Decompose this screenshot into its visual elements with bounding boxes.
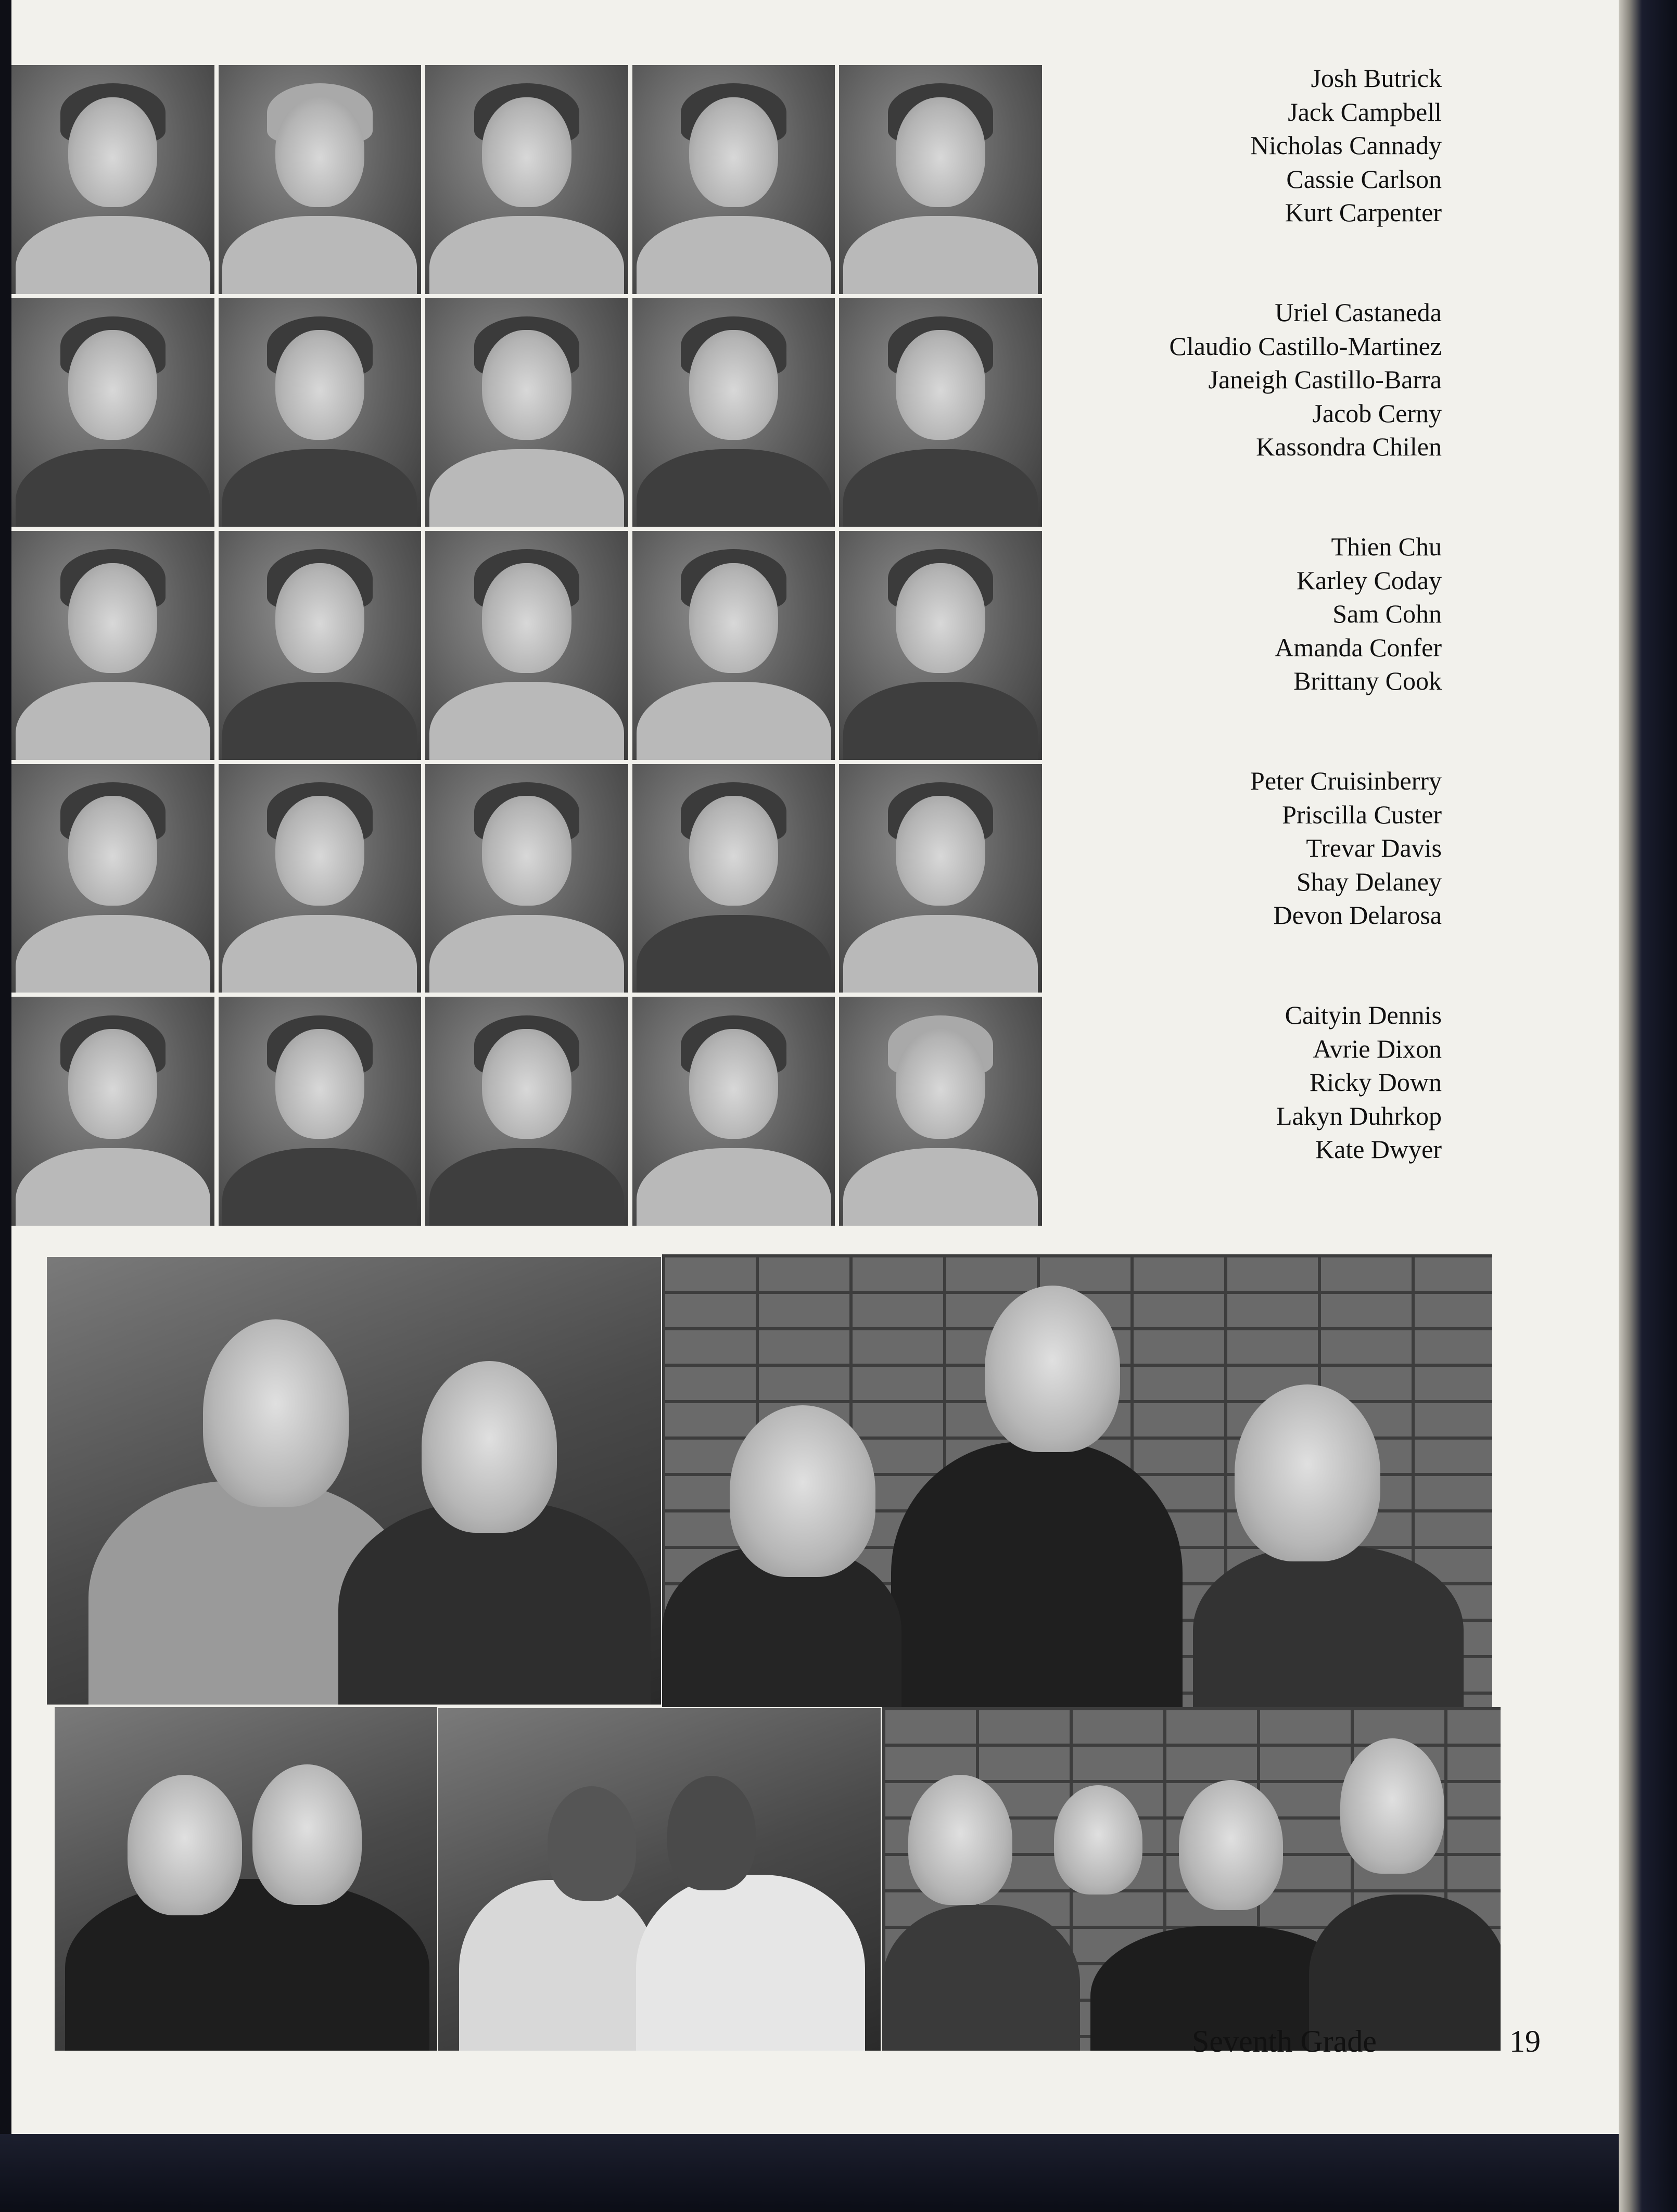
candid-photo-two-friends: [438, 1708, 881, 2051]
portrait-photo: [11, 997, 214, 1226]
student-name: Kassondra Chilen: [1256, 432, 1442, 461]
candid-photo-hugging-girls: [55, 1707, 437, 2051]
student-name: Peter Cruisinberry: [1250, 766, 1442, 795]
portrait-photo: [425, 997, 628, 1226]
student-name: Josh Butrick: [1311, 63, 1442, 93]
portrait-photo: [11, 764, 214, 993]
portrait-grid: [11, 65, 1042, 1226]
student-name: Jacob Cerny: [1312, 398, 1442, 428]
page-number: 19: [1509, 2024, 1541, 2058]
student-name: Nicholas Cannady: [1250, 131, 1442, 160]
candid-photo-group-of-boys: [882, 1707, 1501, 2051]
student-name: Priscilla Custer: [1282, 799, 1442, 829]
student-name: Claudio Castillo-Martinez: [1169, 331, 1442, 361]
student-name: Kate Dwyer: [1315, 1135, 1442, 1164]
student-name: Devon Delarosa: [1273, 900, 1442, 930]
candid-photo-three-boys: [662, 1254, 1492, 1707]
portrait-photo: [219, 997, 422, 1226]
student-name: Ricky Down: [1309, 1067, 1442, 1097]
portrait-photo: [632, 531, 835, 760]
student-name: Karley Coday: [1296, 565, 1442, 595]
name-group: [1062, 764, 1442, 998]
student-name: Caityin Dennis: [1285, 1000, 1442, 1029]
portrait-photo: [839, 65, 1042, 294]
student-name: Janeigh Castillo-Barra: [1208, 365, 1442, 394]
portrait-photo: [632, 764, 835, 993]
student-name: Avrie Dixon: [1313, 1034, 1442, 1063]
portrait-photo: [11, 531, 214, 760]
student-name: Uriel Castaneda: [1275, 298, 1442, 327]
student-name: Thien Chu: [1331, 532, 1442, 561]
portrait-photo: [219, 764, 422, 993]
portrait-photo: [839, 298, 1042, 527]
portrait-photo: [219, 531, 422, 760]
name-group: [1062, 998, 1442, 1232]
portrait-photo: [839, 997, 1042, 1226]
portrait-photo: [219, 65, 422, 294]
student-name: Brittany Cook: [1293, 666, 1442, 695]
portrait-photo: [219, 298, 422, 527]
student-name: Jack Campbell: [1288, 97, 1442, 126]
portrait-photo: [632, 298, 835, 527]
portrait-photo: [425, 65, 628, 294]
student-name: Lakyn Duhrkop: [1276, 1101, 1442, 1130]
name-group: [1062, 530, 1442, 764]
portrait-photo: [632, 65, 835, 294]
portrait-photo: [425, 531, 628, 760]
student-name: Trevar Davis: [1306, 833, 1442, 862]
portrait-photo: [839, 764, 1042, 993]
student-name: Sam Cohn: [1332, 599, 1442, 628]
section-title: Seventh Grade: [1192, 2024, 1377, 2058]
portrait-photo: [11, 298, 214, 527]
portrait-photo: [839, 531, 1042, 760]
portrait-photo: [11, 65, 214, 294]
candid-photo-two-girls: [47, 1257, 661, 1705]
book-binding-edge: [1619, 0, 1677, 2212]
name-list: [1062, 61, 1442, 1232]
student-name: Shay Delaney: [1296, 867, 1442, 896]
student-name: Cassie Carlson: [1286, 164, 1442, 194]
student-name: Amanda Confer: [1275, 632, 1442, 662]
name-group: [1062, 296, 1442, 530]
page-left-edge: [0, 0, 11, 2134]
student-name: Kurt Carpenter: [1285, 198, 1442, 227]
portrait-photo: [425, 298, 628, 527]
portrait-photo: [425, 764, 628, 993]
scan-bottom-edge: [0, 2134, 1619, 2212]
name-group: [1062, 61, 1442, 296]
portrait-photo: [632, 997, 835, 1226]
